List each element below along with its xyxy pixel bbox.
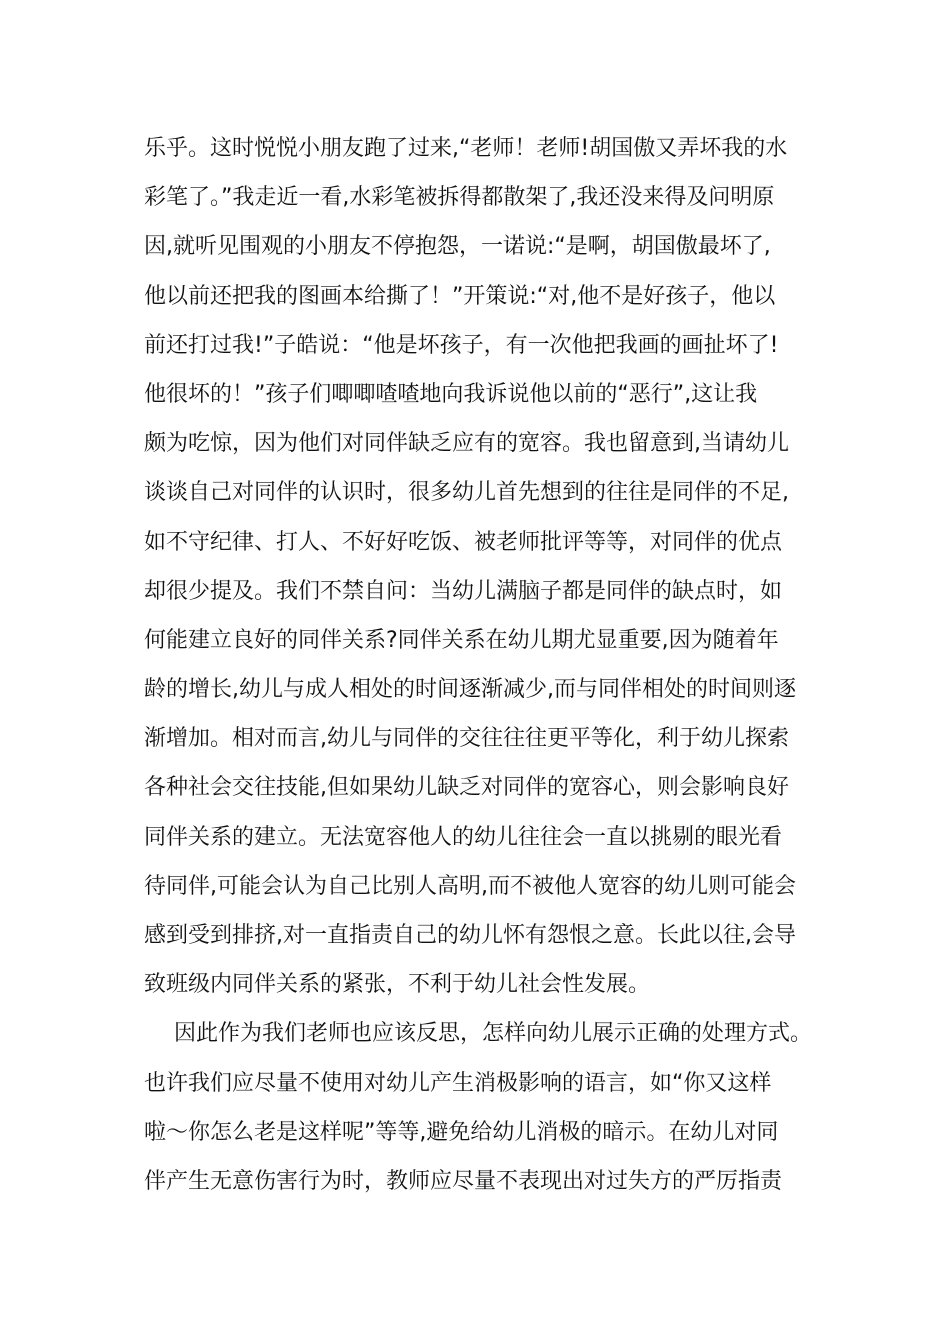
text-line: 颇为吃惊，因为他们对同伴缺乏应有的宽容。我也留意到,当请幼儿: [144, 431, 789, 457]
text-line: 也许我们应尽量不使用对幼儿产生消极影响的语言，如“你又这样: [144, 1070, 772, 1096]
text-line: 他以前还把我的图画本给撕了！”开策说:“对,他不是好孩子，他以: [144, 283, 776, 309]
text-line: 因此作为我们老师也应该反思，怎样向幼儿展示正确的处理方式。: [174, 1021, 813, 1047]
text-line: 乐乎。这时悦悦小朋友跑了过来,“老师！老师!胡国傲又弄坏我的水: [144, 136, 788, 161]
text-line: 啦～你怎么老是这样呢”等等,避免给幼儿消极的暗示。在幼儿对同: [144, 1119, 779, 1145]
text-line: 龄的增长,幼儿与成人相处的时间逐渐减少,而与同伴相处的时间则逐: [144, 677, 796, 703]
text-line: 他很坏的！”孩子们唧唧喳喳地向我诉说他以前的“恶行”,这让我: [144, 381, 758, 407]
text-line: 伴产生无意伤害行为时，教师应尽量不表现出对过失方的严厉指责: [144, 1168, 783, 1194]
text-line: 感到受到排挤,对一直指责自己的幼儿怀有怨恨之意。长此以往,会导: [144, 923, 796, 948]
text-line: 前还打过我!”子皓说：“他是坏孩子，有一次他把我画的画扯坏了!: [144, 332, 779, 358]
text-line: 却很少提及。我们不禁自问：当幼儿满脑子都是同伴的缺点时，如: [144, 578, 783, 604]
paragraph-2: [144, 1009, 824, 1206]
text-line: 致班级内同伴关系的紧张，不利于幼儿社会性发展。: [144, 972, 651, 998]
text-line: 同伴关系的建立。无法宽容他人的幼儿往往会一直以挑剔的眼光看: [144, 824, 783, 850]
text-line: 各种社会交往技能,但如果幼儿缺乏对同伴的宽容心，则会影响良好: [144, 775, 789, 801]
text-line: 彩笔了。”我走近一看,水彩笔被拆得都散架了,我还没来得及问明原: [144, 185, 775, 211]
body-text: [144, 124, 824, 1206]
paragraph-1: [144, 124, 824, 1009]
text-line: 因,就听见围观的小朋友不停抱怨，一诺说:“是啊，胡国傲最坏了,: [144, 234, 771, 260]
text-line: 如不守纪律、打人、不好好吃饭、被老师批评等等，对同伴的优点: [144, 529, 783, 555]
text-line: 待同伴,可能会认为自己比别人高明,而不被他人宽容的幼儿则可能会: [144, 873, 796, 899]
text-line: 谈谈自己对同伴的认识时，很多幼儿首先想到的往往是同伴的不足,: [144, 480, 789, 506]
text-line: 何能建立良好的同伴关系?同伴关系在幼儿期尤显重要,因为随着年: [144, 627, 779, 653]
text-line: 渐增加。相对而言,幼儿与同伴的交往往往更平等化，利于幼儿探索: [144, 726, 789, 752]
